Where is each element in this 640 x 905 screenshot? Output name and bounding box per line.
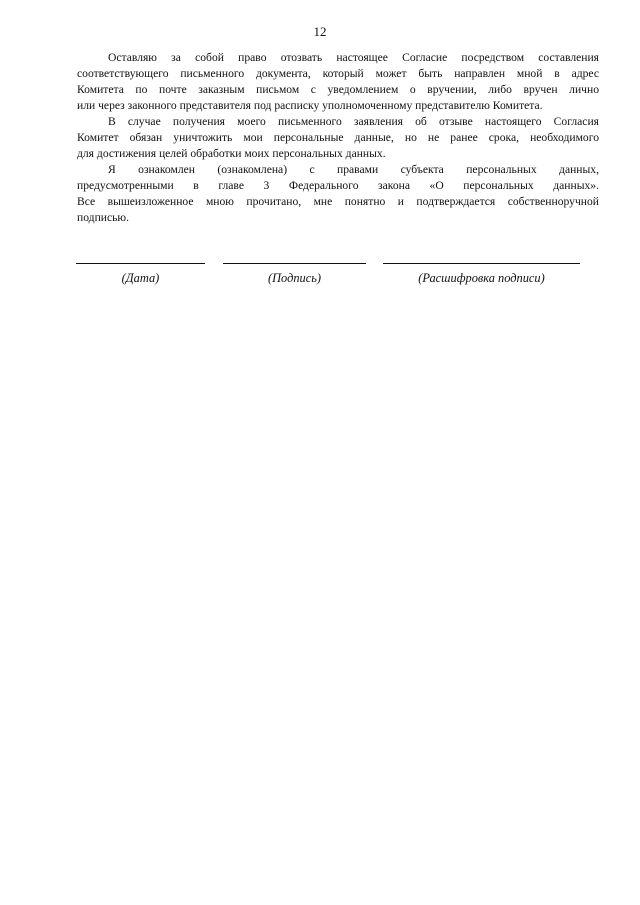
- signature-line: [223, 263, 366, 264]
- signature-transcript-line: [383, 263, 580, 264]
- page-number: 12: [313, 24, 327, 39]
- paragraph-acknowledgement: [77, 162, 599, 226]
- paragraph-line: Все вышеизложенное мною прочитано, мне понятно и подтверждается собственноручной: [77, 195, 599, 208]
- document-body: [77, 50, 599, 226]
- signature-transcript-label: (Расшифровка подписи): [418, 271, 545, 285]
- signature-label: (Подпись): [267, 271, 322, 285]
- paragraph-line: предусмотренными в главе 3 Федерального закона «О персональных данных».: [77, 179, 599, 192]
- paragraph-line: Я ознакомлен (ознакомлена) с правами субъекта персональных данных,: [108, 163, 599, 176]
- paragraph-line: или через законного представителя под расписку уполномоченному представителю Комитета.: [77, 99, 543, 112]
- date-signature-line: [76, 263, 205, 264]
- paragraph-line: Комитет обязан уничтожить мои персональные данные, но не ранее срока, необходимого: [77, 131, 599, 144]
- paragraph-line: Оставляю за собой право отозвать настоящее Согласие посредством составления: [108, 51, 599, 64]
- paragraph-line: подписью.: [77, 211, 129, 224]
- paragraph-withdrawal-right: [77, 50, 599, 114]
- paragraph-data-destruction: [77, 114, 599, 162]
- paragraph-line: В случае получения моего письменного заявления об отзыве настоящего Согласия: [108, 115, 599, 128]
- paragraph-line: соответствующего письменного документа, который может быть направлен мной в адрес: [77, 67, 599, 80]
- paragraph-line: для достижения целей обработки моих персональных данных.: [77, 147, 386, 160]
- paragraph-line: Комитета по почте заказным письмом с уведомлением о вручении, либо вручен лично: [77, 83, 599, 96]
- date-label: (Дата): [121, 271, 160, 285]
